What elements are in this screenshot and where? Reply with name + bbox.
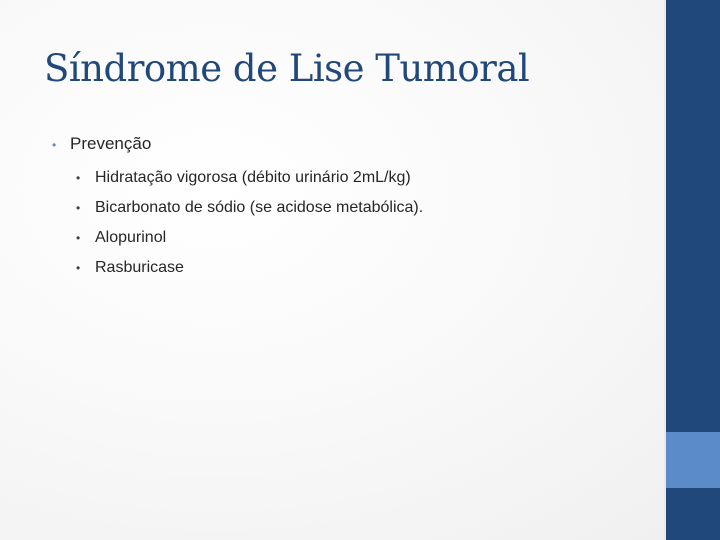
sub-bullet-text: Alopurinol (95, 229, 167, 246)
slide-body (52, 132, 652, 283)
sub-bullet-list (76, 163, 652, 283)
bullet-icon: • (76, 201, 81, 215)
sub-bullet-text: Hidratação vigorosa (débito urinário 2mL/kg) (95, 169, 411, 186)
sub-bullet-item (76, 193, 652, 223)
sub-bullet-item (76, 163, 652, 193)
bullet-icon: • (76, 261, 81, 275)
sub-bullet-item (76, 253, 652, 283)
sub-bullet-item (76, 223, 652, 253)
bullet-prevencao (52, 132, 652, 157)
bullet-icon: • (76, 231, 81, 245)
sidebar-accent-block (666, 432, 720, 488)
sub-bullet-text: Rasburicase (95, 259, 184, 276)
bullet-text: Prevenção (70, 134, 152, 153)
decorative-sidebar (666, 0, 720, 540)
bullet-icon: • (76, 171, 81, 185)
slide-title: Síndrome de Lise Tumoral (44, 47, 530, 90)
sub-bullet-text: Bicarbonato de sódio (se acidose metabólica). (95, 199, 424, 216)
bullet-icon: • (52, 138, 57, 152)
